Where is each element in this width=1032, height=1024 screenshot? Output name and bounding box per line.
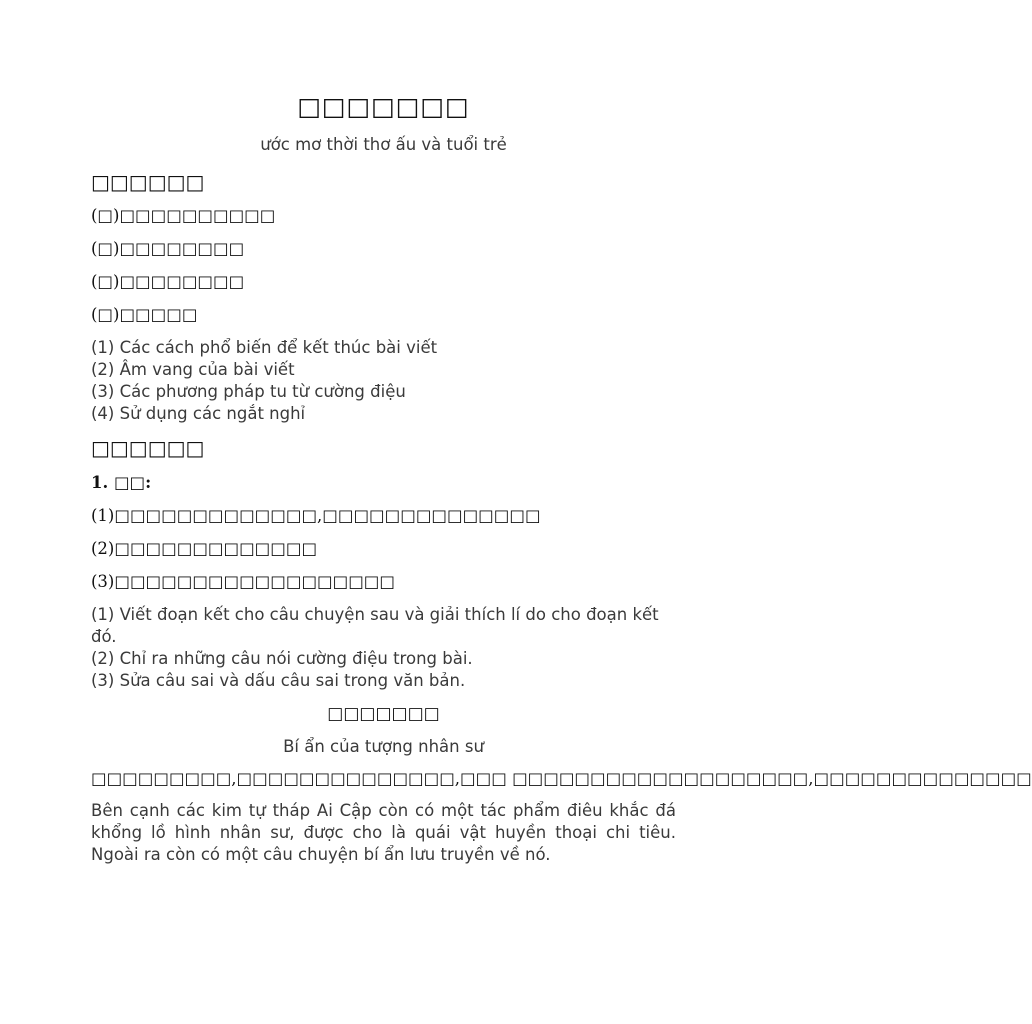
section1-cn-item-3: (□)□□□□□□□□ [91, 272, 245, 291]
section2-cn-item-2: (2)□□□□□□□□□□□□□ [91, 539, 318, 558]
page-subtitle: ước mơ thời thơ ấu và tuổi trẻ [260, 135, 507, 154]
section1-cn-item-2: (□)□□□□□□□□ [91, 239, 245, 258]
section2-vi-item-2: (2) Chỉ ra những câu nói cường điệu trong bài. [91, 649, 473, 668]
section2-heading: □□□□□□ [91, 436, 205, 460]
section1-vi-item-2: (2) Âm vang của bài viết [91, 360, 295, 379]
story-vi-paragraph: Bên cạnh các kim tự tháp Ai Cập còn có một tác phẩm điêu khắc đá khổng lồ hình nhân sư, được cho là quái vật huyền thoại chi tiêu. Ngoài ra còn có một câu chuyện bí ẩn lưu truyền về nó. [91, 801, 676, 864]
section2-vi-list [91, 604, 676, 692]
section1-heading: □□□□□□ [91, 170, 205, 194]
story-cn-title: □□□□□□□ [327, 704, 440, 724]
section1-vi-item-4: (4) Sử dụng các ngắt nghỉ [91, 404, 306, 423]
section2-cn-item-1: (1)□□□□□□□□□□□□□,□□□□□□□□□□□□□□ [91, 506, 541, 525]
section1-cn-item-1: (□)□□□□□□□□□□ [91, 206, 276, 225]
section1-cn-item-4: (□)□□□□□ [91, 305, 198, 324]
section2-vi-item-3: (3) Sửa câu sai và dấu câu sai trong văn bản. [91, 671, 466, 690]
section1-vi-item-1: (1) Các cách phổ biến để kết thúc bài viết [91, 338, 438, 357]
section2-vi-item-1: (1) Viết đoạn kết cho câu chuyện sau và giải thích lí do cho đoạn kết đó. [91, 605, 659, 646]
section2-cn-item-3: (3)□□□□□□□□□□□□□□□□□□ [91, 572, 395, 591]
story-cn-paragraph: □□□□□□□□□,□□□□□□□□□□□□□□,□□□ □□□□□□□□□□□□□□□□□□□,□□□□□□□□□□□□□□ [91, 769, 1032, 788]
story-vi-title: Bí ẩn của tượng nhân sư [283, 737, 484, 756]
page-title: □□□□□□□ [297, 92, 470, 121]
section1-vi-list [91, 337, 676, 425]
section1-vi-item-3: (3) Các phương pháp tu từ cường điệu [91, 382, 406, 401]
section2-label: 1. □□: [91, 473, 152, 492]
